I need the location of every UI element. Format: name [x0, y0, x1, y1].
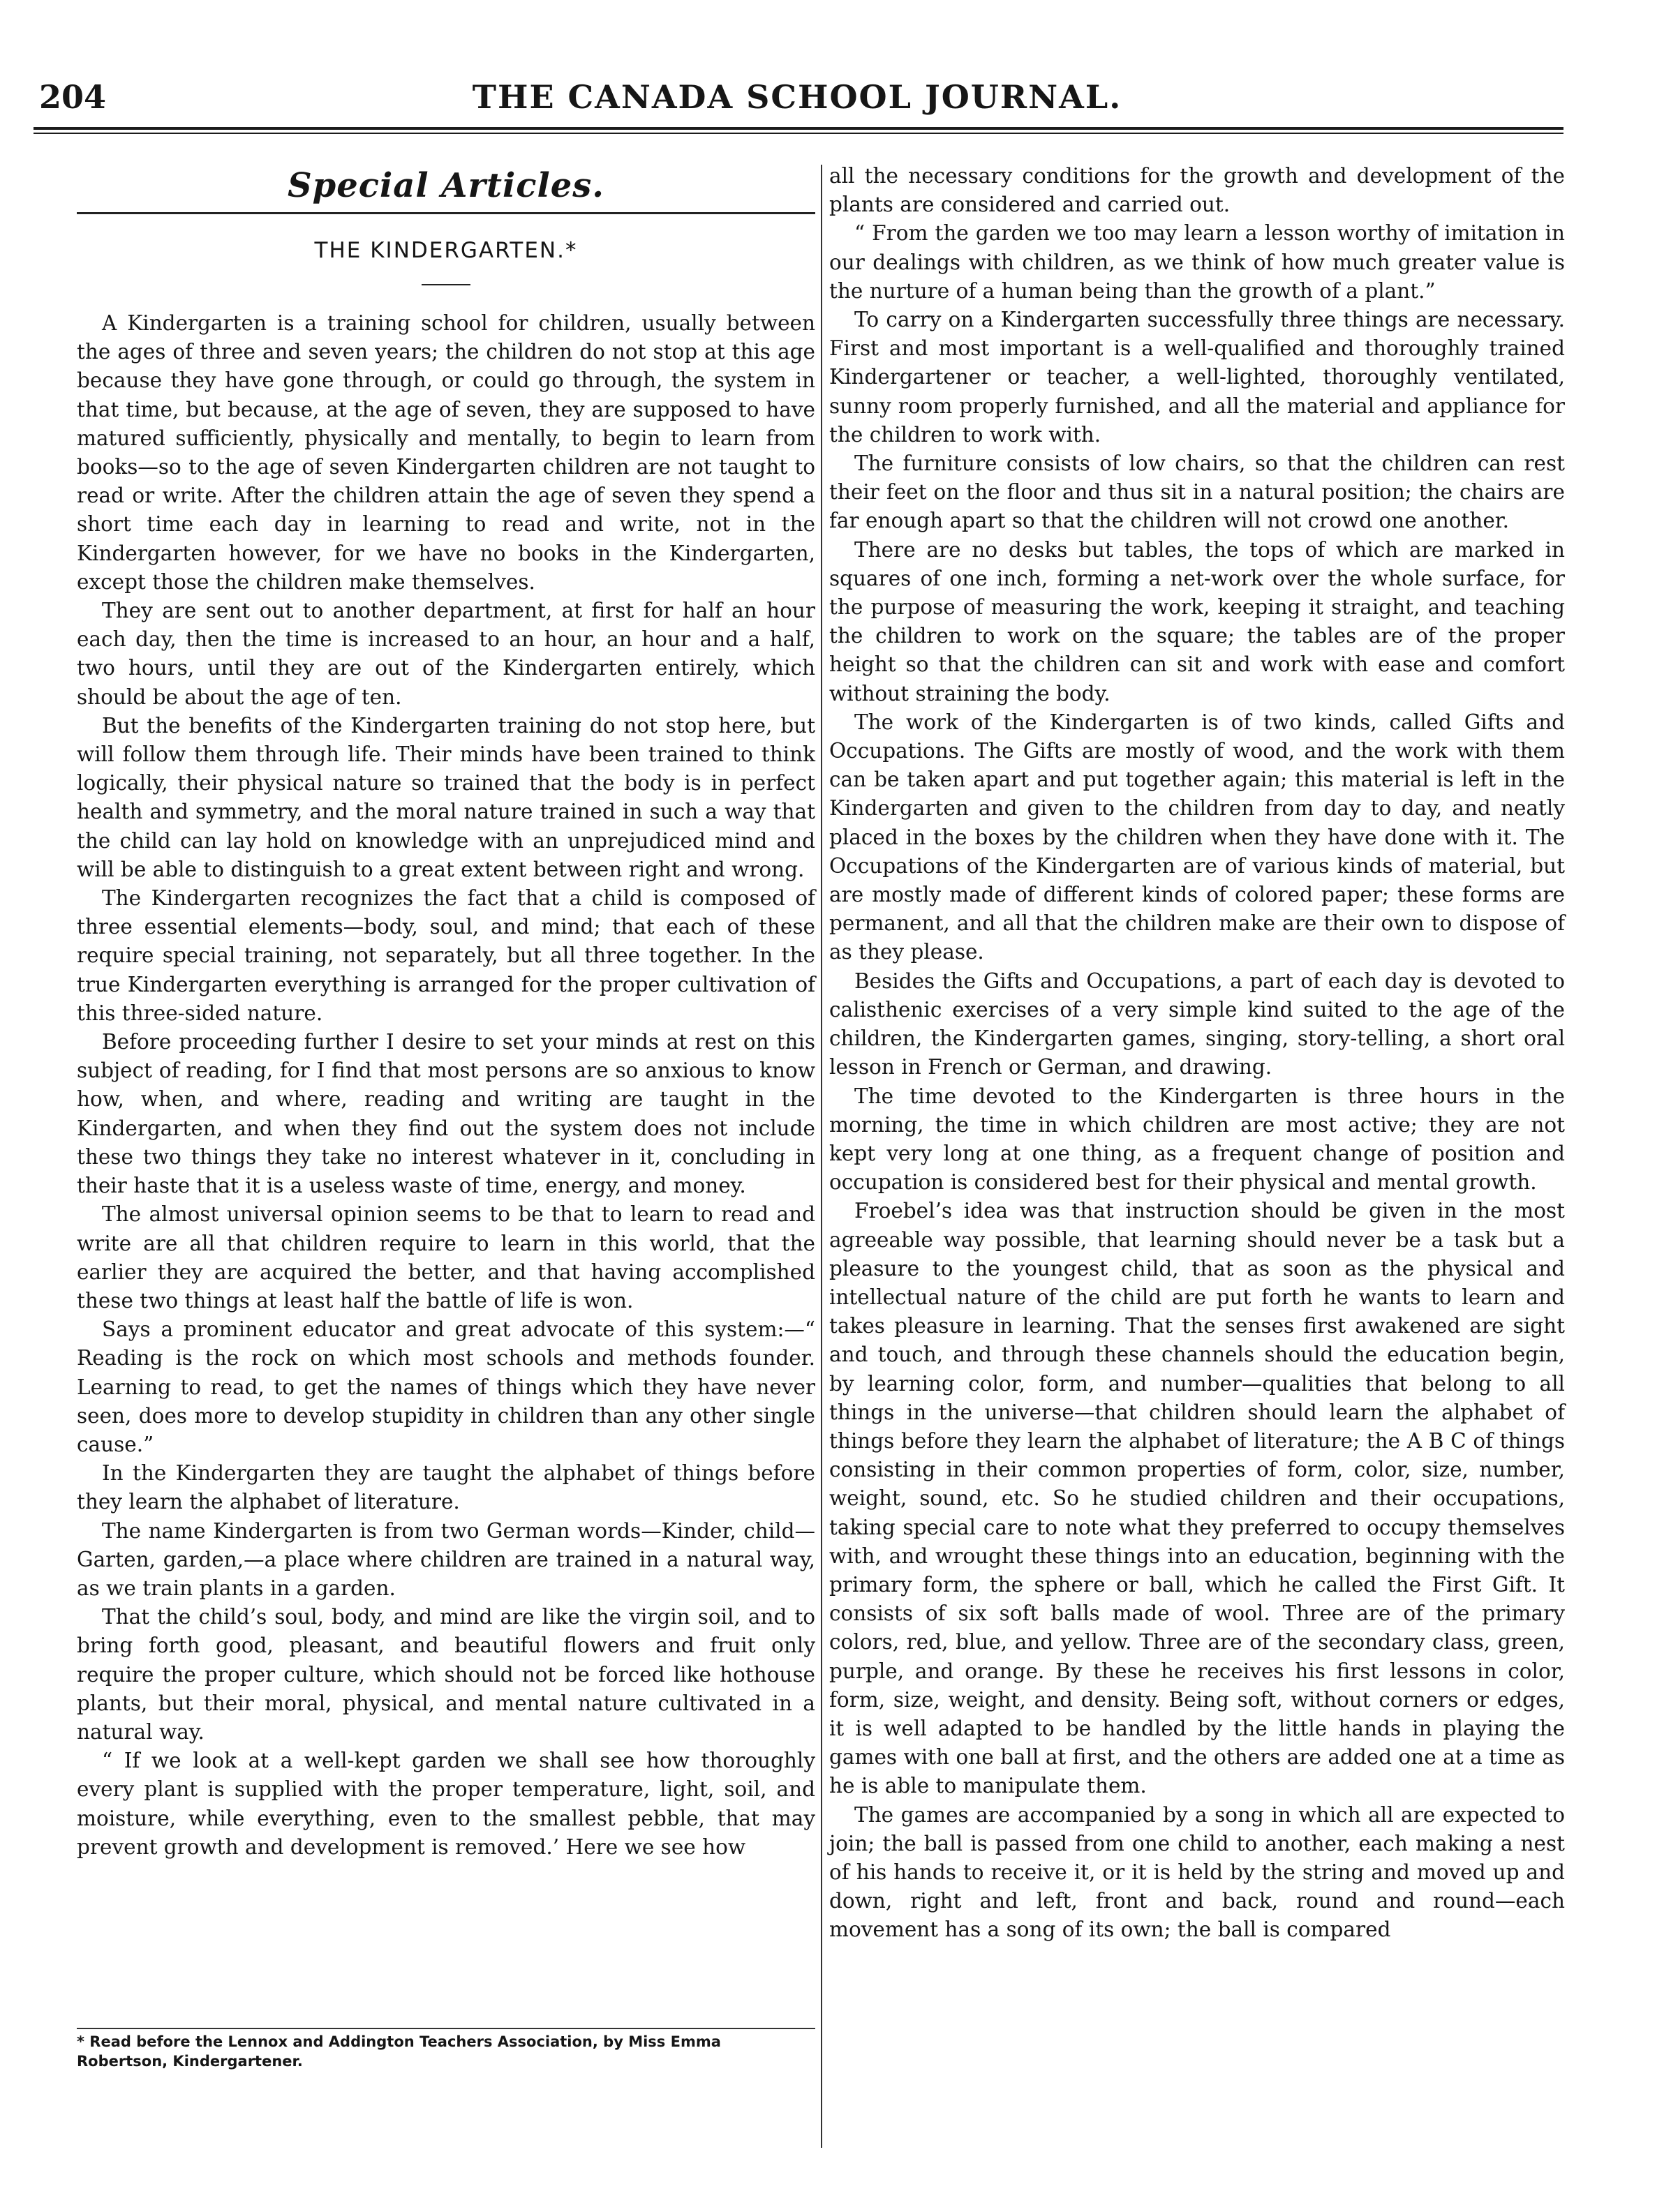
paragraph: Says a prominent educator and great advocate of this system:—“ Reading is the rock on which most schools and methods founder. Learning to read, to get the names of things which they have never seen, does more to develop stupidity in children than any other single cause.”	[77, 1317, 815, 1456]
journal-title: THE CANADA SCHOOL JOURNAL.	[472, 78, 1122, 116]
paragraph: There are no desks but tables, the tops of which are marked in squares of one inch, forming a net-work over the whole surface, for the purpose of measuring the work, keeping it straight, and teaching the children to work on the square; the tables are of the proper height so that the children can sit and work with ease and comfort without straining the body.	[829, 537, 1565, 705]
paragraph: The almost universal opinion seems to be that to learn to read and write are all that children require to learn in this world, that the earlier they are acquired the better, and that having accomplished these two things at least half the battle of life is won.	[77, 1202, 815, 1313]
page-number: 204	[39, 78, 107, 116]
header-rule	[34, 127, 1563, 130]
paragraph: To carry on a Kindergarten successfully three things are necessary. First and most important is a well-qualified and thoroughly trained Kindergartener or teacher, a well-lighted, thoroughly ventilated, sunny room properly furnished, and all the material and appliance for the children to work with.	[829, 308, 1565, 447]
right-column	[829, 162, 1565, 1945]
paragraph: “ From the garden we too may learn a lesson worthy of imitation in our dealings with children, as we think of how much greater value is the nurture of a human being than the growth of a plant.”	[829, 221, 1565, 303]
paragraph: The Kindergarten recognizes the fact that a child is composed of three essential elements—body, soul, and mind; that each of these require special training, not separately, but all three together. In the true Kindergarten everything is arranged for the proper cultivation of this three-sided nature.	[77, 886, 815, 1025]
paragraph: The time devoted to the Kindergarten is three hours in the morning, the time in which children are most active; they are not kept very long at one thing, as a frequent change of position and occupation is considered best for their physical and mental growth.	[829, 1084, 1565, 1195]
footnote-rule	[77, 2028, 815, 2029]
paragraph: “ If we look at a well-kept garden we shall see how thoroughly every plant is supplied with the proper temperature, light, soil, and moisture, while everything, even to the smallest pebble, that may prevent growth and development is removed.’ Here we see how	[77, 1749, 815, 1859]
article-title: THE KINDERGARTEN.*	[314, 238, 578, 263]
section-heading: Special Articles.	[288, 166, 604, 205]
page-header	[31, 66, 1563, 114]
paragraph: A Kindergarten is a training school for children, usually between the ages of three and seven years; the children do not stop at this age because they have gone through, or could go through, the system in that time, but because, at the age of seven, they are supposed to have matured sufficiently, physically and mentally, to begin to learn from books—so to the age of seven Kindergarten children are not taught to read or write. After the children attain the age of seven they spend a short time each day in learning to read and write, not in the Kindergarten however, for we have no books in the Kindergarten, except those the children make themselves.	[77, 311, 815, 594]
paragraph: Froebel’s idea was that instruction should be given in the most agreeable way possible, that learning should never be a task but a pleasure to the youngest child, that as soon as the physical and intellectual nature of the child are put forth he wants to learn and takes pleasure in learning. That the senses first awakened are sight and touch, and through these channels should the education begin, by learning color, form, and number—qualities that belong to all things in the universe—that children should learn the alphabet of things before they learn the alphabet of literature; the A B C of things consisting in their common properties of form, color, size, number, weight, sound, etc. So he studied children and their occupations, taking special care to note what they preferred to occupy themselves with, and wrought these things into an education, beginning with the primary form, the sphere or ball, which he called the First Gift. It consists of six soft balls made of wool. Three are of the primary colors, red, blue, and yellow. Three are of the secondary class, green, purple, and orange. By these he receives his first lessons in color, form, size, weight, and density. Being soft, without corners or edges, it is well adapted to be handled by the little hands in playing the games with one ball at first, and the others are added one at a time as he is able to manipulate them.	[829, 1199, 1565, 1798]
paragraph: The games are accompanied by a song in which all are expected to join; the ball is passed from one child to another, each making a nest of his hands to receive it, or it is held by the string and moved up and down, right and left, front and back, round and round—each movement has a song of its own; the ball is compared	[829, 1802, 1565, 1942]
left-column	[77, 162, 815, 1862]
paragraph: But the benefits of the Kindergarten training do not stop here, but will follow them through life. Their minds have been trained to think logically, their physical nature so trained that the body is in perfect health and symmetry, and the moral nature trained in such a way that the child can lay hold on knowledge with an unprejudiced mind and will be able to distinguish to a great extent between right and wrong.	[77, 713, 815, 881]
paragraph-continuation: all the necessary conditions for the growth and development of the plants are considered and carried out.	[829, 164, 1565, 217]
header-rule-thin	[34, 133, 1563, 134]
section-rule	[77, 212, 815, 214]
footnote: * Read before the Lennox and Addington Teachers Association, by Miss Emma Robertson, Kindergartener.	[77, 2033, 721, 2070]
column-divider	[821, 165, 822, 2148]
paragraph: Before proceeding further I desire to set your minds at rest on this subject of reading, for I find that most persons are so anxious to know how, when, and where, reading and writing are taught in the Kindergarten, and when they find out the system does not include these two things they take no interest whatever in it, concluding in their haste that it is a useless waste of time, energy, and money.	[77, 1030, 815, 1198]
title-rule	[422, 284, 470, 285]
paragraph: The name Kindergarten is from two German words—Kinder, child—Garten, garden,—a place where children are trained in a natural way, as we train plants in a garden.	[77, 1518, 815, 1600]
paragraph: They are sent out to another department, at first for half an hour each day, then the time is increased to an hour, an hour and a half, two hours, until they are out of the Kindergarten entirely, which should be about the age of ten.	[77, 599, 815, 709]
paragraph: The work of the Kindergarten is of two kinds, called Gifts and Occupations. The Gifts are mostly of wood, and the work with them can be taken apart and put together again; this material is left in the Kindergarten and given to the children from day to day, and neatly placed in the boxes by the children when they have done with it. The Occupations of the Kindergarten are of various kinds of material, but are mostly made of different kinds of colored paper; these forms are permanent, and all that the children make are their own to dispose of as they please.	[829, 710, 1565, 964]
paragraph: Besides the Gifts and Occupations, a part of each day is devoted to calisthenic exercises of a very simple kind suited to the age of the children, the Kindergarten games, singing, story-telling, a short oral lesson in French or German, and drawing.	[829, 969, 1565, 1079]
paragraph: The furniture consists of low chairs, so that the children can rest their feet on the floor and thus sit in a natural position; the chairs are far enough apart so that the children will not crowd one another.	[829, 451, 1565, 533]
paragraph: In the Kindergarten they are taught the alphabet of things before they learn the alphabet of literature.	[77, 1461, 815, 1514]
paragraph: That the child’s soul, body, and mind are like the virgin soil, and to bring forth good, pleasant, and beautiful flowers and fruit only require the proper culture, which should not be forced like hothouse plants, but their moral, physical, and mental nature cultivated in a natural way.	[77, 1605, 815, 1744]
